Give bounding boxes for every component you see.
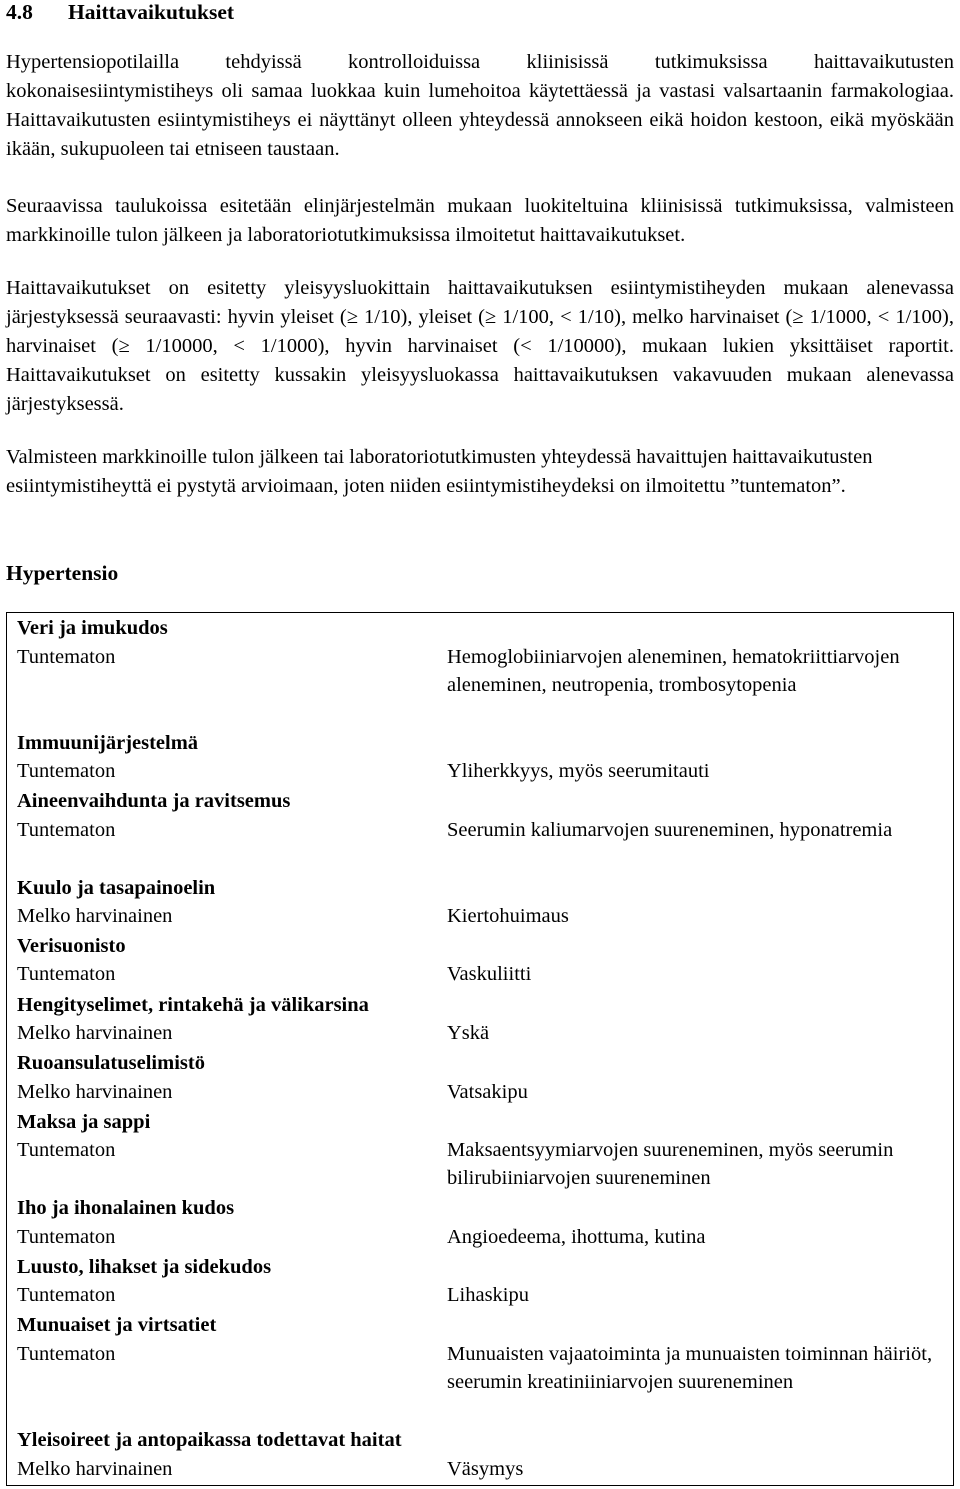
reaction-cell: Hemoglobiiniarvojen aleneminen, hematokriittiarvojen aleneminen, neutropenia, trombosytopenia bbox=[447, 646, 900, 696]
section-number: 4.8 bbox=[6, 0, 33, 24]
frequency-cell: Tuntematon bbox=[17, 1284, 116, 1306]
soc-heading: Yleisoireet ja antopaikassa todettavat haitat bbox=[17, 1429, 402, 1451]
soc-heading: Maksa ja sappi bbox=[17, 1111, 151, 1133]
soc-heading: Ruoansulatuselimistö bbox=[17, 1052, 205, 1074]
paragraph-frequency: Haittavaikutukset on esitetty yleisyysluokittain haittavaikutuksen esiintymistiheyden mukaan alenevassa järjestyksessä seuraavasti: hyvin yleiset (≥ 1/10), yleiset (≥ 1/100, < 1/10), melko harvinaiset (≥ 1/1000, < 1/100), harvinaiset (≥ 1/10000, < 1/1000), hyvin harvinaiset (< 1/10000), mukaan lukien yksittäiset raportit. Haittavaikutukset on esitetty kussakin yleisyysluokassa haittavaikutuksen vakavuuden mukaan alenevassa järjestyksessä. bbox=[6, 277, 954, 415]
soc-heading: Munuaiset ja virtsatiet bbox=[17, 1314, 217, 1336]
frequency-cell: Tuntematon bbox=[17, 1226, 116, 1248]
reaction-cell: Maksaentsyymiarvojen suureneminen, myös seerumin bilirubiiniarvojen suureneminen bbox=[447, 1139, 894, 1189]
reaction-cell: Vaskuliitti bbox=[447, 963, 532, 985]
reaction-cell: Vatsakipu bbox=[447, 1081, 528, 1103]
reaction-cell: Lihaskipu bbox=[447, 1284, 529, 1306]
frequency-cell: Tuntematon bbox=[17, 963, 116, 985]
soc-heading: Aineenvaihdunta ja ravitsemus bbox=[17, 790, 291, 812]
frequency-cell: Tuntematon bbox=[17, 760, 116, 782]
frequency-cell: Melko harvinainen bbox=[17, 1458, 173, 1480]
reaction-cell: Munuaisten vajaatoiminta ja munuaisten toiminnan häiriöt, seerumin kreatiniiniarvojen suureneminen bbox=[447, 1343, 933, 1393]
frequency-cell: Tuntematon bbox=[17, 1139, 116, 1161]
soc-heading: Kuulo ja tasapainoelin bbox=[17, 877, 216, 899]
soc-heading: Luusto, lihakset ja sidekudos bbox=[17, 1256, 272, 1278]
frequency-cell: Melko harvinainen bbox=[17, 1022, 173, 1044]
reaction-cell: Väsymys bbox=[447, 1458, 524, 1480]
soc-heading: Immuunijärjestelmä bbox=[17, 732, 199, 754]
section-title: Haittavaikutukset bbox=[68, 0, 235, 24]
section-heading bbox=[6, 0, 234, 25]
frequency-cell: Melko harvinainen bbox=[17, 1081, 173, 1103]
frequency-cell: Tuntematon bbox=[17, 1343, 116, 1365]
paragraph-unknown: Valmisteen markkinoille tulon jälkeen tai laboratoriotutkimusten yhteydessä havaittujen haittavaikutusten esiintymistiheyttä ei pystytä arvioimaan, joten niiden esiintymistiheydeksi on ilmoitettu ”tuntematon”. bbox=[6, 446, 873, 497]
soc-heading: Verisuonisto bbox=[17, 935, 126, 957]
reaction-cell: Seerumin kaliumarvojen suureneminen, hyponatremia bbox=[447, 819, 893, 841]
reaction-cell: Angioedeema, ihottuma, kutina bbox=[447, 1226, 706, 1248]
reaction-cell: Kiertohuimaus bbox=[447, 905, 569, 927]
reaction-cell: Yliherkkyys, myös seerumitauti bbox=[447, 760, 710, 782]
paragraph-tables: Seuraavissa taulukoissa esitetään elinjärjestelmän mukaan luokiteltuina kliinisissä tutkimuksissa, valmisteen markkinoille tulon jälkeen ja laboratoriotutkimuksissa ilmoitetut haittavaikutukset. bbox=[6, 195, 954, 246]
frequency-cell: Tuntematon bbox=[17, 819, 116, 841]
soc-heading: Veri ja imukudos bbox=[17, 617, 168, 639]
adverse-reactions-table bbox=[6, 612, 954, 1486]
soc-heading: Hengityselimet, rintakehä ja välikarsina bbox=[17, 994, 369, 1016]
subheading-hypertensio: Hypertensio bbox=[6, 561, 119, 585]
frequency-cell: Tuntematon bbox=[17, 646, 116, 668]
reaction-cell: Yskä bbox=[447, 1022, 490, 1044]
frequency-cell: Melko harvinainen bbox=[17, 905, 173, 927]
paragraph-intro: Hypertensiopotilailla tehdyissä kontrolloiduissa kliinisissä tutkimuksissa haittavaikutusten kokonaisesiintymistiheys oli samaa luokkaa kuin lumehoitoa käytettäessä ja vastasi valsartaanin farmakologiaa. Haittavaikutusten esiintymistiheys ei näyttänyt olleen yhteydessä annokseen eikä hoidon kestoon, eikä myöskään ikään, sukupuoleen tai etniseen taustaan. bbox=[6, 51, 954, 160]
soc-heading: Iho ja ihonalainen kudos bbox=[17, 1197, 235, 1219]
